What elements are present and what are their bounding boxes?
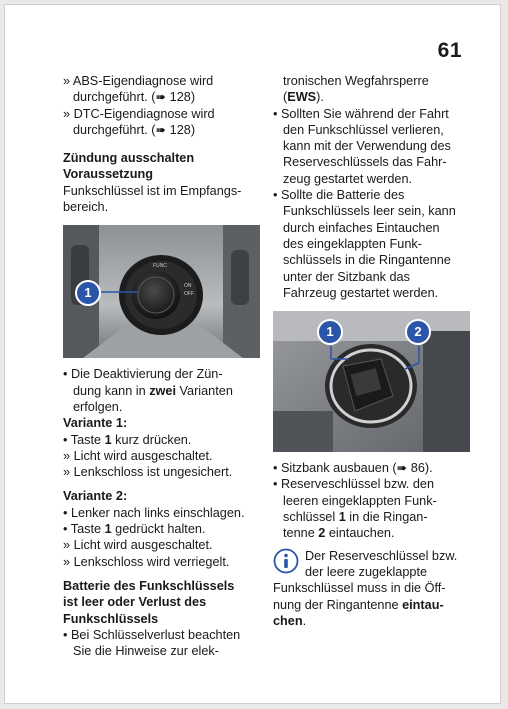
variants-intro-3: erfolgen. [73, 399, 123, 414]
figure-ignition-button [63, 225, 260, 358]
dtc-line-2: durchgeführt. (➠ 128) [73, 122, 196, 137]
callout-badge-2: 2 [405, 319, 431, 345]
dial-label-top: FUNC [153, 263, 167, 270]
lost-key-line-4: Reserveschlüssels das Fahr- [283, 155, 447, 170]
variant-2-heading: Variante 2: [63, 489, 128, 504]
ews-line-1: tronischen Wegfahrsperre [283, 74, 429, 88]
variant-2-step-2: • Taste 1 gedrückt halten. [63, 522, 206, 537]
variant-2-step-4: » Lenkschloss wird verriegelt. [63, 554, 230, 569]
ews-line-2: (EWS). [283, 90, 324, 105]
lost-key-line-5: zeug gestartet werden. [283, 171, 413, 186]
empty-battery-line-6: unter der Sitzbank das [283, 269, 410, 284]
step-spare-line-3: schlüssel 1 in die Ringan- [283, 510, 428, 525]
left-column [63, 73, 263, 659]
battery-heading-1: Batterie des Funkschlüssels [63, 578, 235, 593]
battery-line-1: • Bei Schlüsselverlust beachten [63, 627, 241, 642]
variant-1-heading: Variante 1: [63, 416, 128, 431]
dial-label-off: OFF [184, 291, 194, 298]
ring-antenna-photo [273, 311, 470, 452]
info-line-5: chen. [273, 613, 307, 628]
empty-battery-line-4: des eingeklappten Funk- [283, 236, 422, 251]
page-number: 61 [437, 39, 462, 62]
battery-heading-3: Funkschlüssels [63, 611, 159, 626]
lost-key-line-3: kann mit der Verwendung des [283, 139, 451, 154]
prereq-line-1: Funkschlüssel ist im Empfangs- [63, 183, 242, 198]
info-icon [273, 548, 299, 574]
variant-2-step-1: • Lenker nach links einschlagen. [63, 505, 245, 520]
step-spare-line-1: • Reserveschlüssel bzw. den [273, 477, 434, 492]
figure-ring-antenna [273, 311, 470, 452]
lost-key-line-1: • Sollten Sie während der Fahrt [273, 106, 449, 121]
variant-1-step-2: » Licht wird ausgeschaltet. [63, 448, 213, 463]
step-spare-line-2: leeren eingeklappten Funk- [283, 493, 437, 508]
info-line-4: nung der Ringantenne eintau- [273, 597, 444, 612]
variant-1-step-1: • Taste 1 kurz drücken. [63, 432, 192, 447]
empty-battery-line-1: • Sollte die Batterie des [273, 188, 405, 203]
abs-line-2: durchgeführt. (➠ 128) [73, 90, 196, 105]
prereq-line-2: bereich. [63, 200, 109, 215]
heading-ignition-off: Zündung ausschalten [63, 151, 195, 166]
dial-label-on: ON [184, 283, 192, 290]
step-spare-line-4: tenne 2 eintauchen. [283, 526, 395, 541]
step-remove-seat: • Sitzbank ausbauen (➠ 86). [273, 461, 433, 476]
variant-2-step-3: » Licht wird ausgeschaltet. [63, 538, 213, 553]
lost-key-line-2: den Funkschlüssel verlieren, [283, 122, 444, 137]
variants-intro-1: • Die Deaktivierung der Zün- [63, 367, 223, 382]
battery-heading-2: ist leer oder Verlust des [63, 595, 207, 610]
variant-1-step-3: » Lenkschloss ist ungesichert. [63, 465, 233, 480]
empty-battery-line-3: durch einfaches Eintauchen [283, 220, 440, 235]
empty-battery-line-2: Funkschlüssels leer sein, kann [283, 204, 456, 219]
callout-badge-1: 1 [317, 319, 343, 345]
dtc-line-1: » DTC-Eigendiagnose wird [63, 106, 215, 121]
abs-line-1: » ABS-Eigendiagnose wird [63, 74, 214, 88]
empty-battery-line-5: schlüssels in die Ringantenne [283, 253, 451, 268]
info-line-3: Funkschlüssel muss in die Öff- [273, 581, 446, 596]
right-column [273, 73, 479, 629]
callout-badge-1: 1 [75, 280, 101, 306]
variants-intro-2: dung kann in zwei Varianten [73, 383, 233, 398]
heading-prerequisite: Voraussetzung [63, 167, 154, 182]
empty-battery-line-7: Fahrzeug gestartet werden. [283, 285, 439, 300]
manual-page [4, 4, 501, 704]
info-line-1: Der Reserveschlüssel bzw. [305, 548, 458, 563]
info-line-2: der leere zugeklappte [305, 564, 428, 579]
info-note [273, 548, 479, 629]
battery-line-2: Sie die Hinweise zur elek- [73, 644, 219, 659]
